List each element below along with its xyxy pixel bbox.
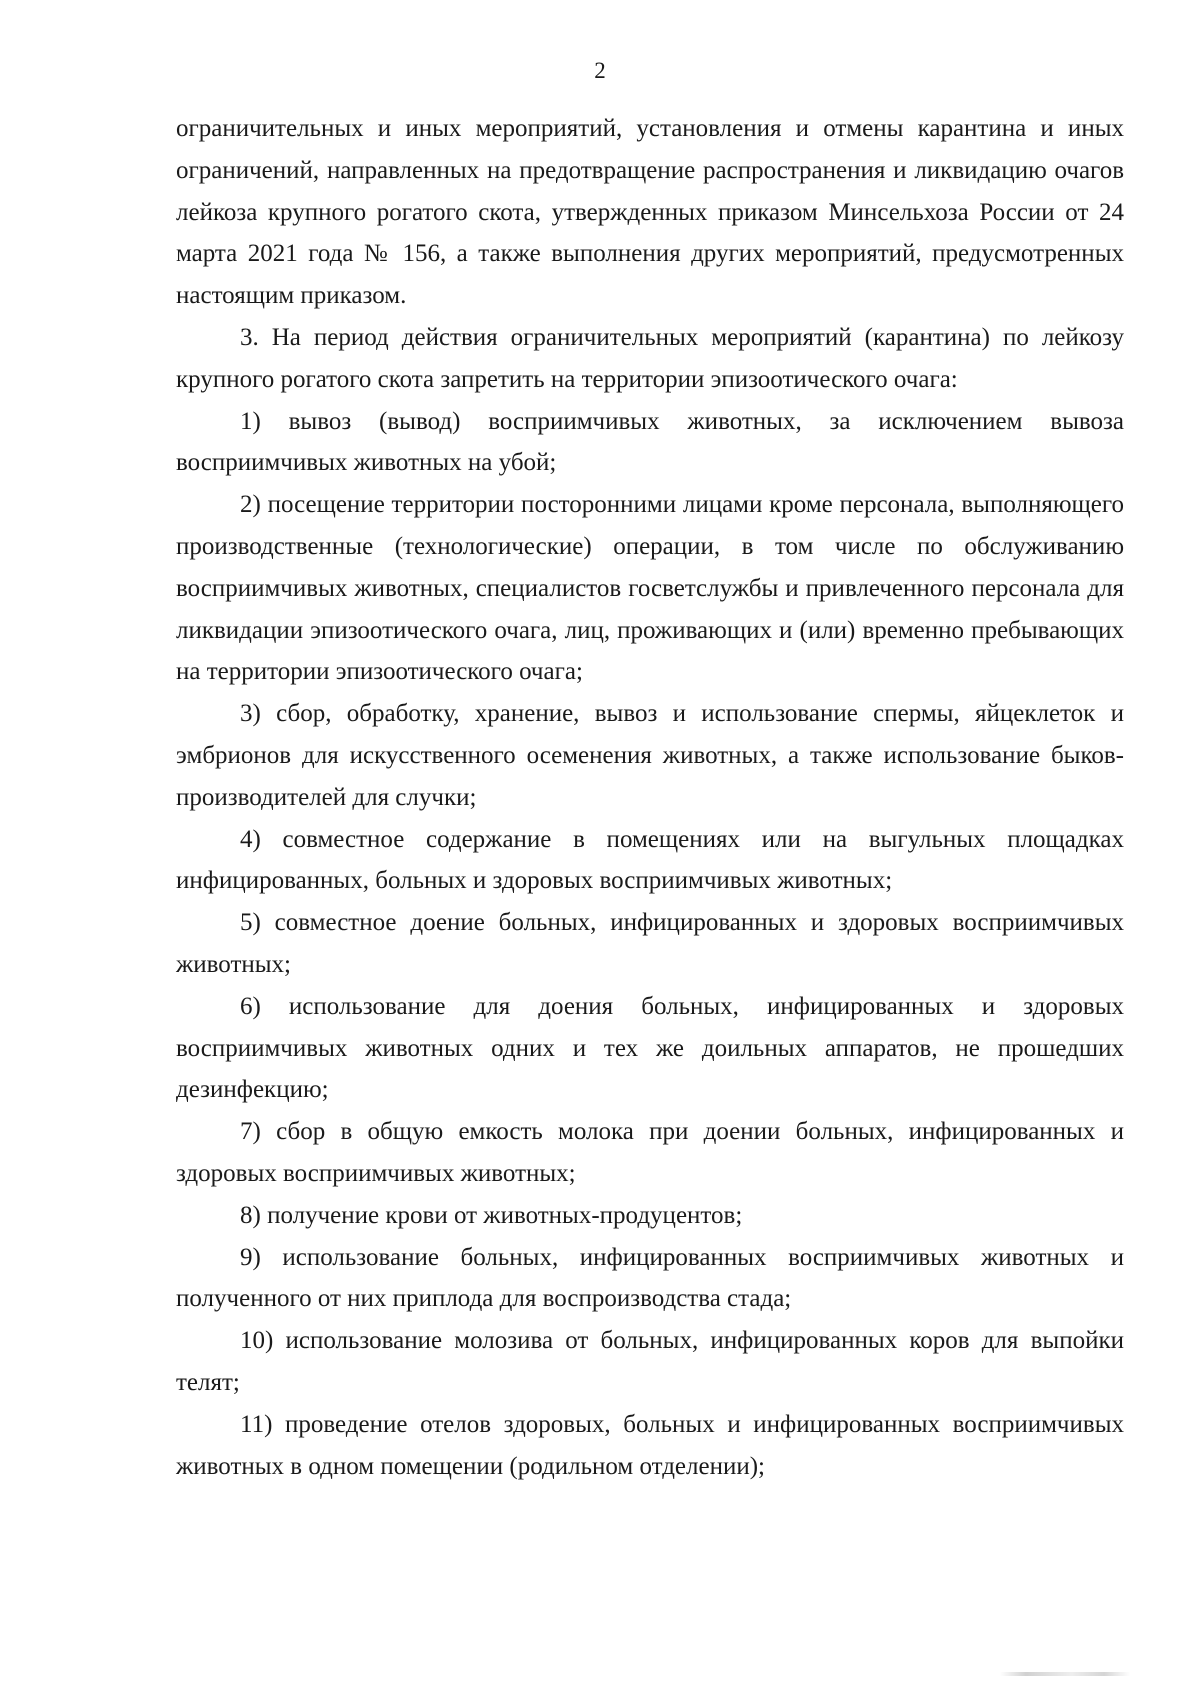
list-item-7: 7) сбор в общую емкость молока при доении больных, инфицированных и здоровых восприимчивых животных;: [176, 1118, 1124, 1187]
list-item-10: 10) использование молозива от больных, инфицированных коров для выпойки телят;: [176, 1327, 1124, 1396]
page-number: 2: [594, 58, 606, 83]
scan-artifact: [1000, 1672, 1130, 1676]
list-item-2: 2) посещение территории посторонними лицами кроме персонала, выполняющего производственные (технологические) операции, в том числе по обслуживанию восприимчивых животных, специалистов госветслужбы и привлеченного персонала для ликвидации эпизоотического очага, лиц, проживающих и (или) временно пребывающих на территории эпизоотического очага;: [176, 491, 1124, 686]
document-body: [176, 108, 1124, 1487]
paragraph-clause-3: 3. На период действия ограничительных мероприятий (карантина) по лейкозу крупного рогатого скота запретить на территории эпизоотического очага:: [176, 323, 1124, 393]
list-item-1: 1) вывоз (вывод) восприимчивых животных, за исключением вывоза восприимчивых животных на убой;: [176, 407, 1124, 477]
list-item-3: 3) сбор, обработку, хранение, вывоз и использование спермы, яйцеклеток и эмбрионов для искусственного осеменения животных, а также использование быков-производителей для случки;: [176, 700, 1124, 811]
list-item-11: 11) проведение отелов здоровых, больных и инфицированных восприимчивых животных в одном помещении (родильном отделении);: [176, 1410, 1124, 1480]
paragraph-continuation: ограничительных и иных мероприятий, установления и отмены карантина и иных ограничений, направленных на предотвращение распространения и ликвидацию очагов лейкоза крупного рогатого скота, утвержденных приказом Минсельхоза России от 24 марта 2021 года № 156, а также выполнения других мероприятий, предусмотренных настоящим приказом.: [176, 115, 1124, 310]
list-item-9: 9) использование больных, инфицированных восприимчивых животных и полученного от них приплода для воспроизводства стада;: [176, 1243, 1124, 1313]
list-item-5: 5) совместное доение больных, инфицированных и здоровых восприимчивых животных;: [176, 909, 1124, 978]
list-item-6: 6) использование для доения больных, инфицированных и здоровых восприимчивых животных одних и тех же доильных аппаратов, не прошедших дезинфекцию;: [176, 992, 1124, 1104]
list-item-4: 4) совместное содержание в помещениях или на выгульных площадках инфицированных, больных и здоровых восприимчивых животных;: [176, 825, 1124, 895]
list-item-8: 8) получение крови от животных-продуцентов;: [240, 1201, 743, 1229]
